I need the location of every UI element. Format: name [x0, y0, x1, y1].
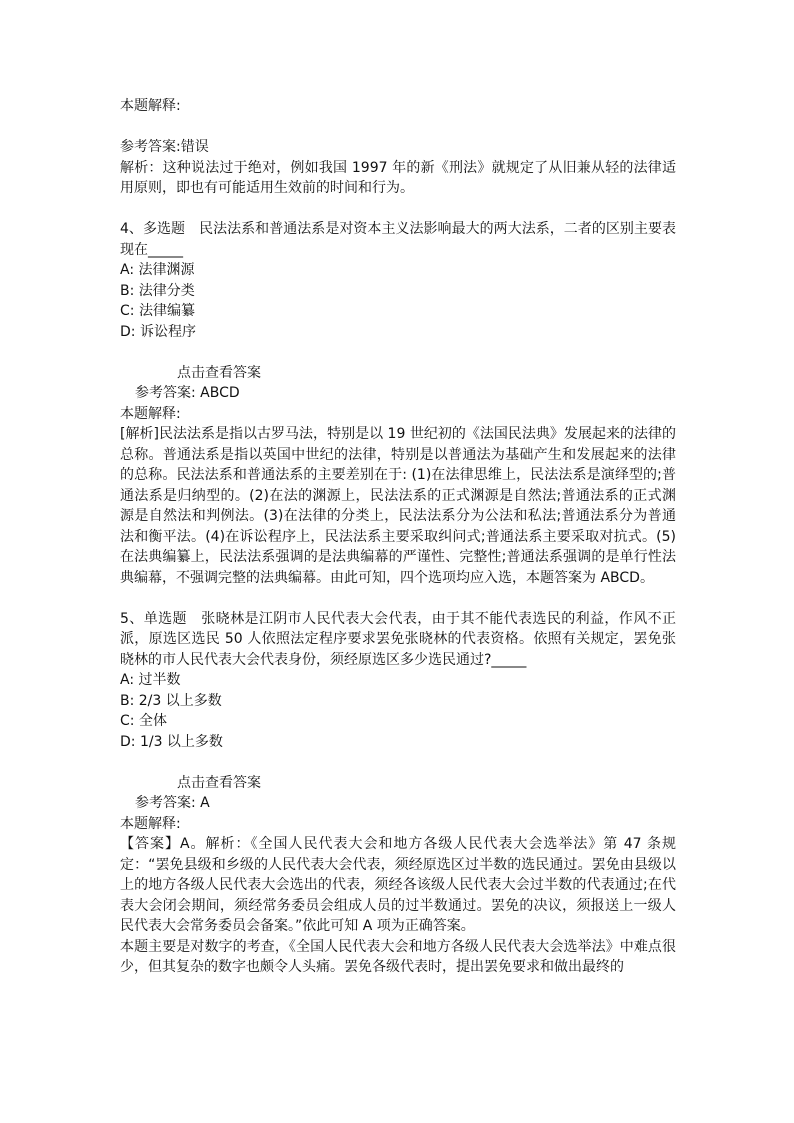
document-content [120, 96, 676, 978]
prev-explain-label: 本题解释: [120, 98, 181, 114]
q5-answer-line: 参考答案: A [135, 795, 210, 811]
prev-answer-line: 参考答案:错误 [120, 139, 209, 155]
q4-analysis: [解析]民法法系是指以古罗马法，特别是以 19 世纪初的《法国民法典》发展起来的法律的总称。普通法系是指以英国中世纪的法律，特别是以普通法为基础产生和发展起来的法律的总称。民法法系和普通法系的主要差别在于: (1)在法律思维上，民法法系是演绎型的;普通法系是归纳型的。(2)在法的渊源上，民法法系的正式渊源是自然法;普通法系的正式渊源是自然法和判例法。(3)在法律的分类上，民法法系分为公法和私法;普通法系分为普通法和衡平法。(4)在诉讼程序上，民法法系主要采取纠问式;普通法系主要采取对抗式。(5)在法典编纂上，民法法系强调的是法典编幕的严谨性、完整性;普通法系强调的是单行性法典编幕，不强调完整的法典编幕。由此可知，四个选项均应入选，本题答案为 ABCD。 [120, 426, 676, 586]
q5-reveal-answer-link[interactable]: 点击查看答案 [177, 774, 261, 791]
prev-analysis: 解析：这种说法过于绝对，例如我国 1997 年的新《刑法》就规定了从旧兼从轻的法律适用原则，即也有可能适用生效前的时间和行为。 [120, 159, 676, 196]
q4-option-b: B: 法律分类 [120, 282, 195, 299]
q5-analysis: 【答案】A。解析：《全国人民代表大会和地方各级人民代表大会选举法》第 47 条规定：“罢免县级和乡级的人民代表大会代表，须经原选区过半数的选民通过。罢免由县级以上的地方各级人民代表大会选出的代表，须经各该级人民代表大会过半数的代表通过;在代表大会闭会期间，须经常务委员会组成人员的过半数通过。罢免的决议，须报送上一级人民代表大会常务委员会备案。”依此可知 A 项为正确答案。 [120, 836, 676, 934]
q4-option-a: A: 法律渊源 [120, 262, 195, 278]
q4-reveal-answer-link[interactable]: 点击查看答案 [177, 364, 261, 381]
q4-answer-line: 参考答案: ABCD [135, 385, 240, 401]
q4-stem: 4、多选题 民法法系和普通法系是对资本主义法影响最大的两大法系，二者的区别主要表现在_____ [120, 221, 676, 258]
q5-option-a: A: 过半数 [120, 672, 181, 688]
q5-note: 本题主要是对数字的考查，《全国人民代表大会和地方各级人民代表大会选举法》中难点很少，但其复杂的数字也颇令人头痛。罢免各级代表时，提出罢免要求和做出最终的 [120, 938, 676, 975]
q4-option-d: D: 诉讼程序 [120, 323, 196, 340]
q5-option-d: D: 1/3 以上多数 [120, 733, 223, 750]
q5-stem: 5、单选题 张晓林是江阴市人民代表大会代表，由于其不能代表选民的利益，作风不正派，原选区选民 50 人依照法定程序要求罢免张晓林的代表资格。依照有关规定，罢免张晓林的市人民代表大会代表身份，须经原选区多少选民通过?_____ [120, 610, 676, 668]
q4-option-c: C: 法律编纂 [120, 303, 195, 319]
q5-option-c: C: 全体 [120, 713, 167, 729]
q5-explain-label: 本题解释: [120, 815, 181, 832]
q5-option-b: B: 2/3 以上多数 [120, 692, 222, 709]
q4-explain-label: 本题解释: [120, 405, 181, 422]
